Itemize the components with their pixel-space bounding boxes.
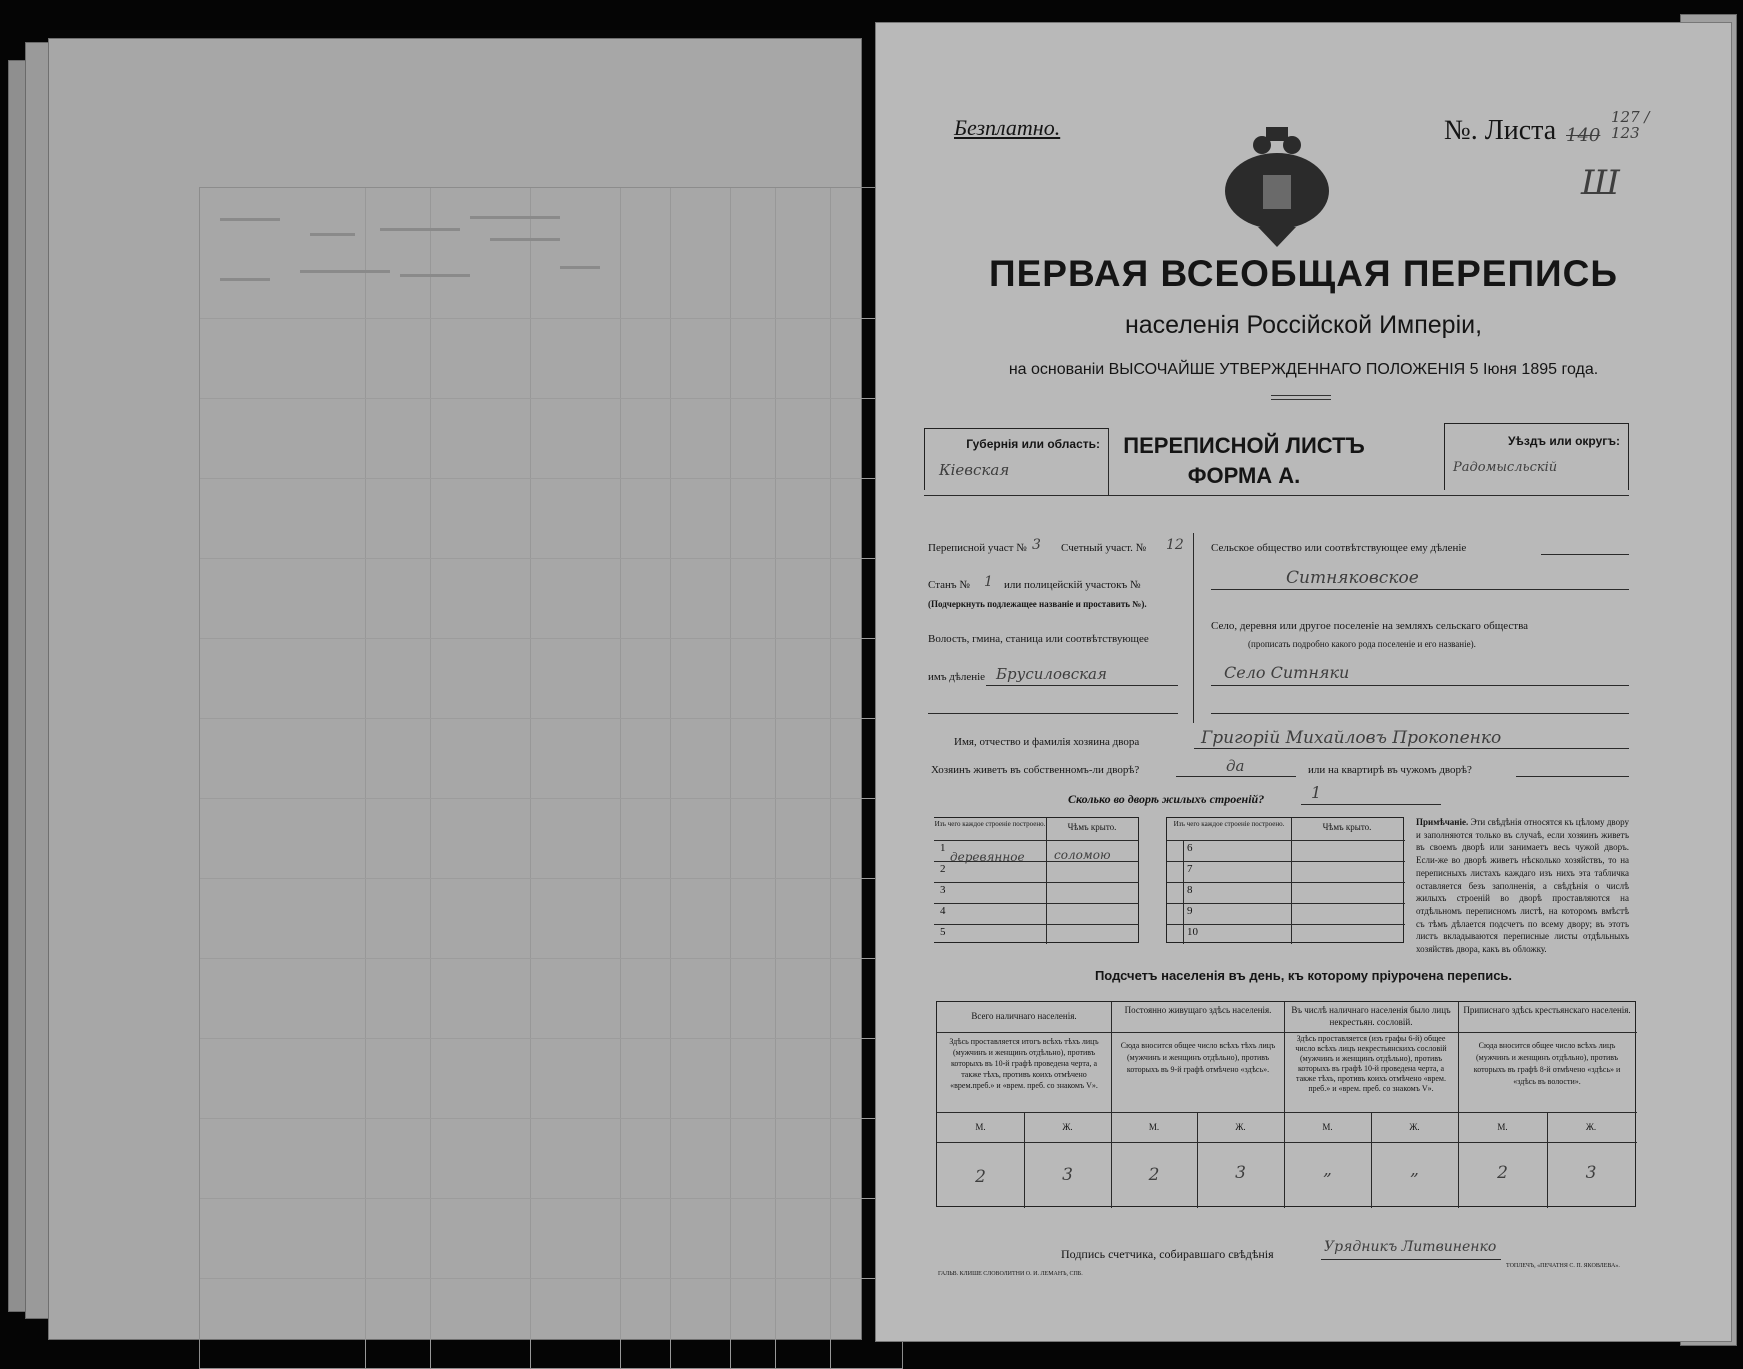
uezd-label: Уѣздъ или округъ:: [1507, 434, 1620, 448]
census-sheet: [875, 22, 1732, 1342]
volost-label-2: имъ дѣленіе: [928, 671, 986, 683]
buildings-col-material-header: Изъ чего каждое строеніе построено.: [934, 820, 1046, 828]
selo-label: Село, деревня или другое поселеніе на земляхъ сельскаго общества: [1211, 620, 1529, 632]
owner-name-label: Имя, отчество и фамилія хозяина двора: [954, 736, 1140, 748]
signature-value: Урядникъ Литвиненко: [1324, 1239, 1497, 1255]
uchastok-label: Переписной участ №: [928, 542, 1027, 554]
count-group-description: Здѣсь проставляется итогъ всѣхъ тѣхъ лицъ (мужчинъ и женщинъ отдѣльно), противъ которыхъ въ 10-й графѣ проведена черта, а также тѣхъ, противъ коихъ отмѣчено «врем.преб.» и «врем. преб. со знакомъ V».: [949, 1037, 1099, 1090]
guberniya-box: [924, 428, 1109, 490]
building-row-number: 5: [940, 926, 946, 938]
building-row-number: 2: [940, 863, 946, 875]
count-group-description: Сюда вносится общее число всѣхъ тѣхъ лицъ (мужчинъ и женщинъ отдѣльно), противъ которыхъ въ 9-й графѣ отмѣчено «здѣсь».: [1120, 1041, 1276, 1074]
buildings-table-left: [934, 817, 1139, 943]
building-row-number: 1: [940, 842, 946, 854]
owner-rent-label: или на квартирѣ въ чужомъ дворѣ?: [1308, 764, 1472, 776]
buildings-col-roof-header: Чѣмъ крыто.: [1322, 822, 1372, 832]
building-row-number: 3: [940, 884, 946, 896]
buildings-count-label: Сколько во дворѣ жилыхъ строеній?: [1068, 792, 1265, 806]
count-female-label: Ж.: [1409, 1122, 1420, 1132]
left-form-grid: [199, 187, 903, 1369]
count-male-label: М.: [1148, 1122, 1160, 1132]
count-group-description: Сюда вносится общее число всѣхъ лицъ (мужчинъ и женщинъ отдѣльно), противъ которыхъ въ графѣ 8-й отмѣчено «здѣсь» и «здѣсь въ волости».: [1473, 1041, 1621, 1086]
underline-note: (Подчеркнуть подлежащее названіе и проставить №).: [928, 599, 1147, 609]
note-lead: Примѣчаніе.: [1416, 817, 1469, 827]
count-female-label: Ж.: [1585, 1122, 1597, 1132]
building-row-number: 6: [1187, 842, 1193, 854]
building-row-number: 4: [940, 905, 946, 917]
census-basis: на основаніи ВЫСОЧАЙШЕ УТВЕРЖДЕННАГО ПОЛОЖЕНІЯ 5 Іюня 1895 года.: [1008, 361, 1599, 378]
owner-name-value: Григорій Михайловъ Прокопенко: [1201, 728, 1502, 748]
count-male-value: 2: [975, 1167, 986, 1187]
count-male-label: М.: [1322, 1122, 1333, 1132]
guberniya-label: Губернія или область:: [966, 437, 1100, 451]
uezd-box: [1444, 423, 1629, 490]
imperial-eagle-emblem: [1218, 123, 1336, 249]
count-female-value: 3: [1235, 1163, 1246, 1183]
count-group-description: Здѣсь проставляется (изъ графы 6-й) общее число всѣхъ лицъ некрестьянскихъ сословій (мужчинъ и женщинъ отдѣльно), противъ которыхъ въ графѣ 10-й проведена черта, а также тѣхъ, противъ коихъ отмѣчено «врем. преб.» и «врем. преб. со знакомъ V».: [1295, 1034, 1447, 1093]
guberniya-value: Кіевская: [939, 461, 1010, 479]
stan-value: 1: [984, 574, 993, 590]
sheet-number-handwritten: 127 / 123: [1611, 108, 1650, 142]
schetny-label: Счетный участ. №: [1061, 542, 1147, 554]
selo-note: (прописать подробно какого рода поселеніе и его названіе).: [1248, 639, 1476, 649]
volost-label: Волость, гмина, станица или соотвѣтствующее: [928, 633, 1149, 645]
count-group-header: Всего наличнаго населенія.: [971, 1011, 1077, 1021]
form-label: ФОРМА А.: [1187, 463, 1301, 488]
buildings-col-roof-header: Чѣмъ крыто.: [1067, 822, 1117, 832]
count-group-header: Постоянно живущаго здѣсь населенія.: [1124, 1005, 1272, 1015]
count-female-value: 3: [1585, 1163, 1597, 1183]
count-male-label: М.: [1497, 1122, 1508, 1132]
buildings-note: [1416, 816, 1629, 956]
count-female-label: Ж.: [1235, 1122, 1246, 1132]
population-count-table: [936, 1001, 1636, 1207]
count-male-value: 2: [1497, 1163, 1508, 1183]
owner-own-yard-label: Хозяинъ живетъ въ собственномъ-ли дворѣ?: [931, 764, 1140, 776]
ornament-divider: [1271, 395, 1331, 400]
buildings-table-right: [1166, 817, 1404, 943]
society-label: Сельское общество или соотвѣтствующее ему дѣленіе: [1211, 542, 1467, 554]
police-label: или полицейскій участокъ №: [1004, 579, 1141, 591]
signature-label: Подпись счетчика, собиравшаго свѣдѣнія: [1061, 1247, 1274, 1261]
count-female-label: Ж.: [1062, 1122, 1073, 1132]
building-row-number: 9: [1187, 905, 1193, 917]
buildings-col-material-header: Изъ чего каждое строеніе построено.: [1173, 820, 1285, 828]
census-sheet-title: ПЕРЕПИСНОЙ ЛИСТЪ: [1123, 433, 1365, 458]
society-value: Ситняковское: [1286, 568, 1419, 588]
handwritten-mark: Ш: [1581, 163, 1620, 203]
note-text: Эти свѣдѣнія относятся къ цѣлому двору и заполняются только въ случаѣ, если хозяинъ живетъ въ своемъ дворѣ или занимаетъ весь чужой дворъ. Если-же во дворѣ живетъ нѣсколько хозяйствъ, то на переписныхъ листахъ каждаго изъ нихъ эта табличка оставляется безъ заполненія, а свѣдѣнія о числѣ жилыхъ строеній во дворѣ проставляются на отдѣльномъ переписномъ листѣ, на которомъ вмѣстѣ съ тѣмъ дѣлается подсчетъ по всему двору; въ этотъ листъ вкладываются переписные листы отдѣльныхъ хозяйствъ двора, какъ въ обложку.: [1416, 817, 1629, 955]
stan-label: Станъ №: [928, 579, 970, 591]
building-row-roof: соломою: [1054, 848, 1111, 862]
selo-value: Село Ситняки: [1224, 663, 1350, 682]
population-count-title: Подсчетъ населенія въ день, къ которому пріурочена перепись.: [1094, 968, 1513, 983]
free-of-charge-label: Безплатно.: [954, 115, 1061, 140]
count-male-value: 2: [1148, 1165, 1160, 1185]
schetny-value: 12: [1166, 537, 1184, 553]
imprint-right: ТОПЛЕЧЪ, «ПЕЧАТНЯ С. П. ЯКОВЛЕВА».: [1506, 1263, 1620, 1269]
count-female-value: „: [1410, 1160, 1419, 1180]
imprint-left: ГАЛЬВ. КЛИШЕ СЛОВОЛИТНИ О. И. ЛЕМАНЪ, СПБ.: [938, 1271, 1083, 1277]
left-page: [48, 38, 862, 1340]
building-row-number: 8: [1187, 884, 1193, 896]
uchastok-value: 3: [1032, 537, 1041, 553]
count-male-label: М.: [975, 1122, 986, 1132]
census-subtitle: населенія Россійской Имперіи,: [1124, 311, 1483, 339]
count-male-value: „: [1323, 1160, 1332, 1180]
buildings-count-value: 1: [1311, 783, 1322, 802]
uezd-value: Радомысльскій: [1453, 460, 1558, 475]
owner-own-yard-value: да: [1226, 757, 1245, 775]
count-group-header: Приписнаго здѣсь крестьянскаго населенія.: [1463, 1005, 1631, 1015]
volost-value: Брусиловская: [996, 665, 1107, 683]
building-row-number: 7: [1187, 863, 1193, 875]
sheet-number-label: №. Листа: [1444, 115, 1557, 146]
census-main-title: ПЕРВАЯ ВСЕОБЩАЯ ПЕРЕПИСЬ: [989, 253, 1618, 294]
building-row-material: деревянное: [950, 850, 1025, 864]
building-row-number: 10: [1187, 926, 1198, 938]
count-group-header: Въ числѣ наличнаго населенія было лицъ некрестьян. сословій.: [1291, 1005, 1451, 1027]
count-female-value: 3: [1062, 1165, 1073, 1185]
sheet-number-crossed: 140: [1566, 125, 1601, 146]
